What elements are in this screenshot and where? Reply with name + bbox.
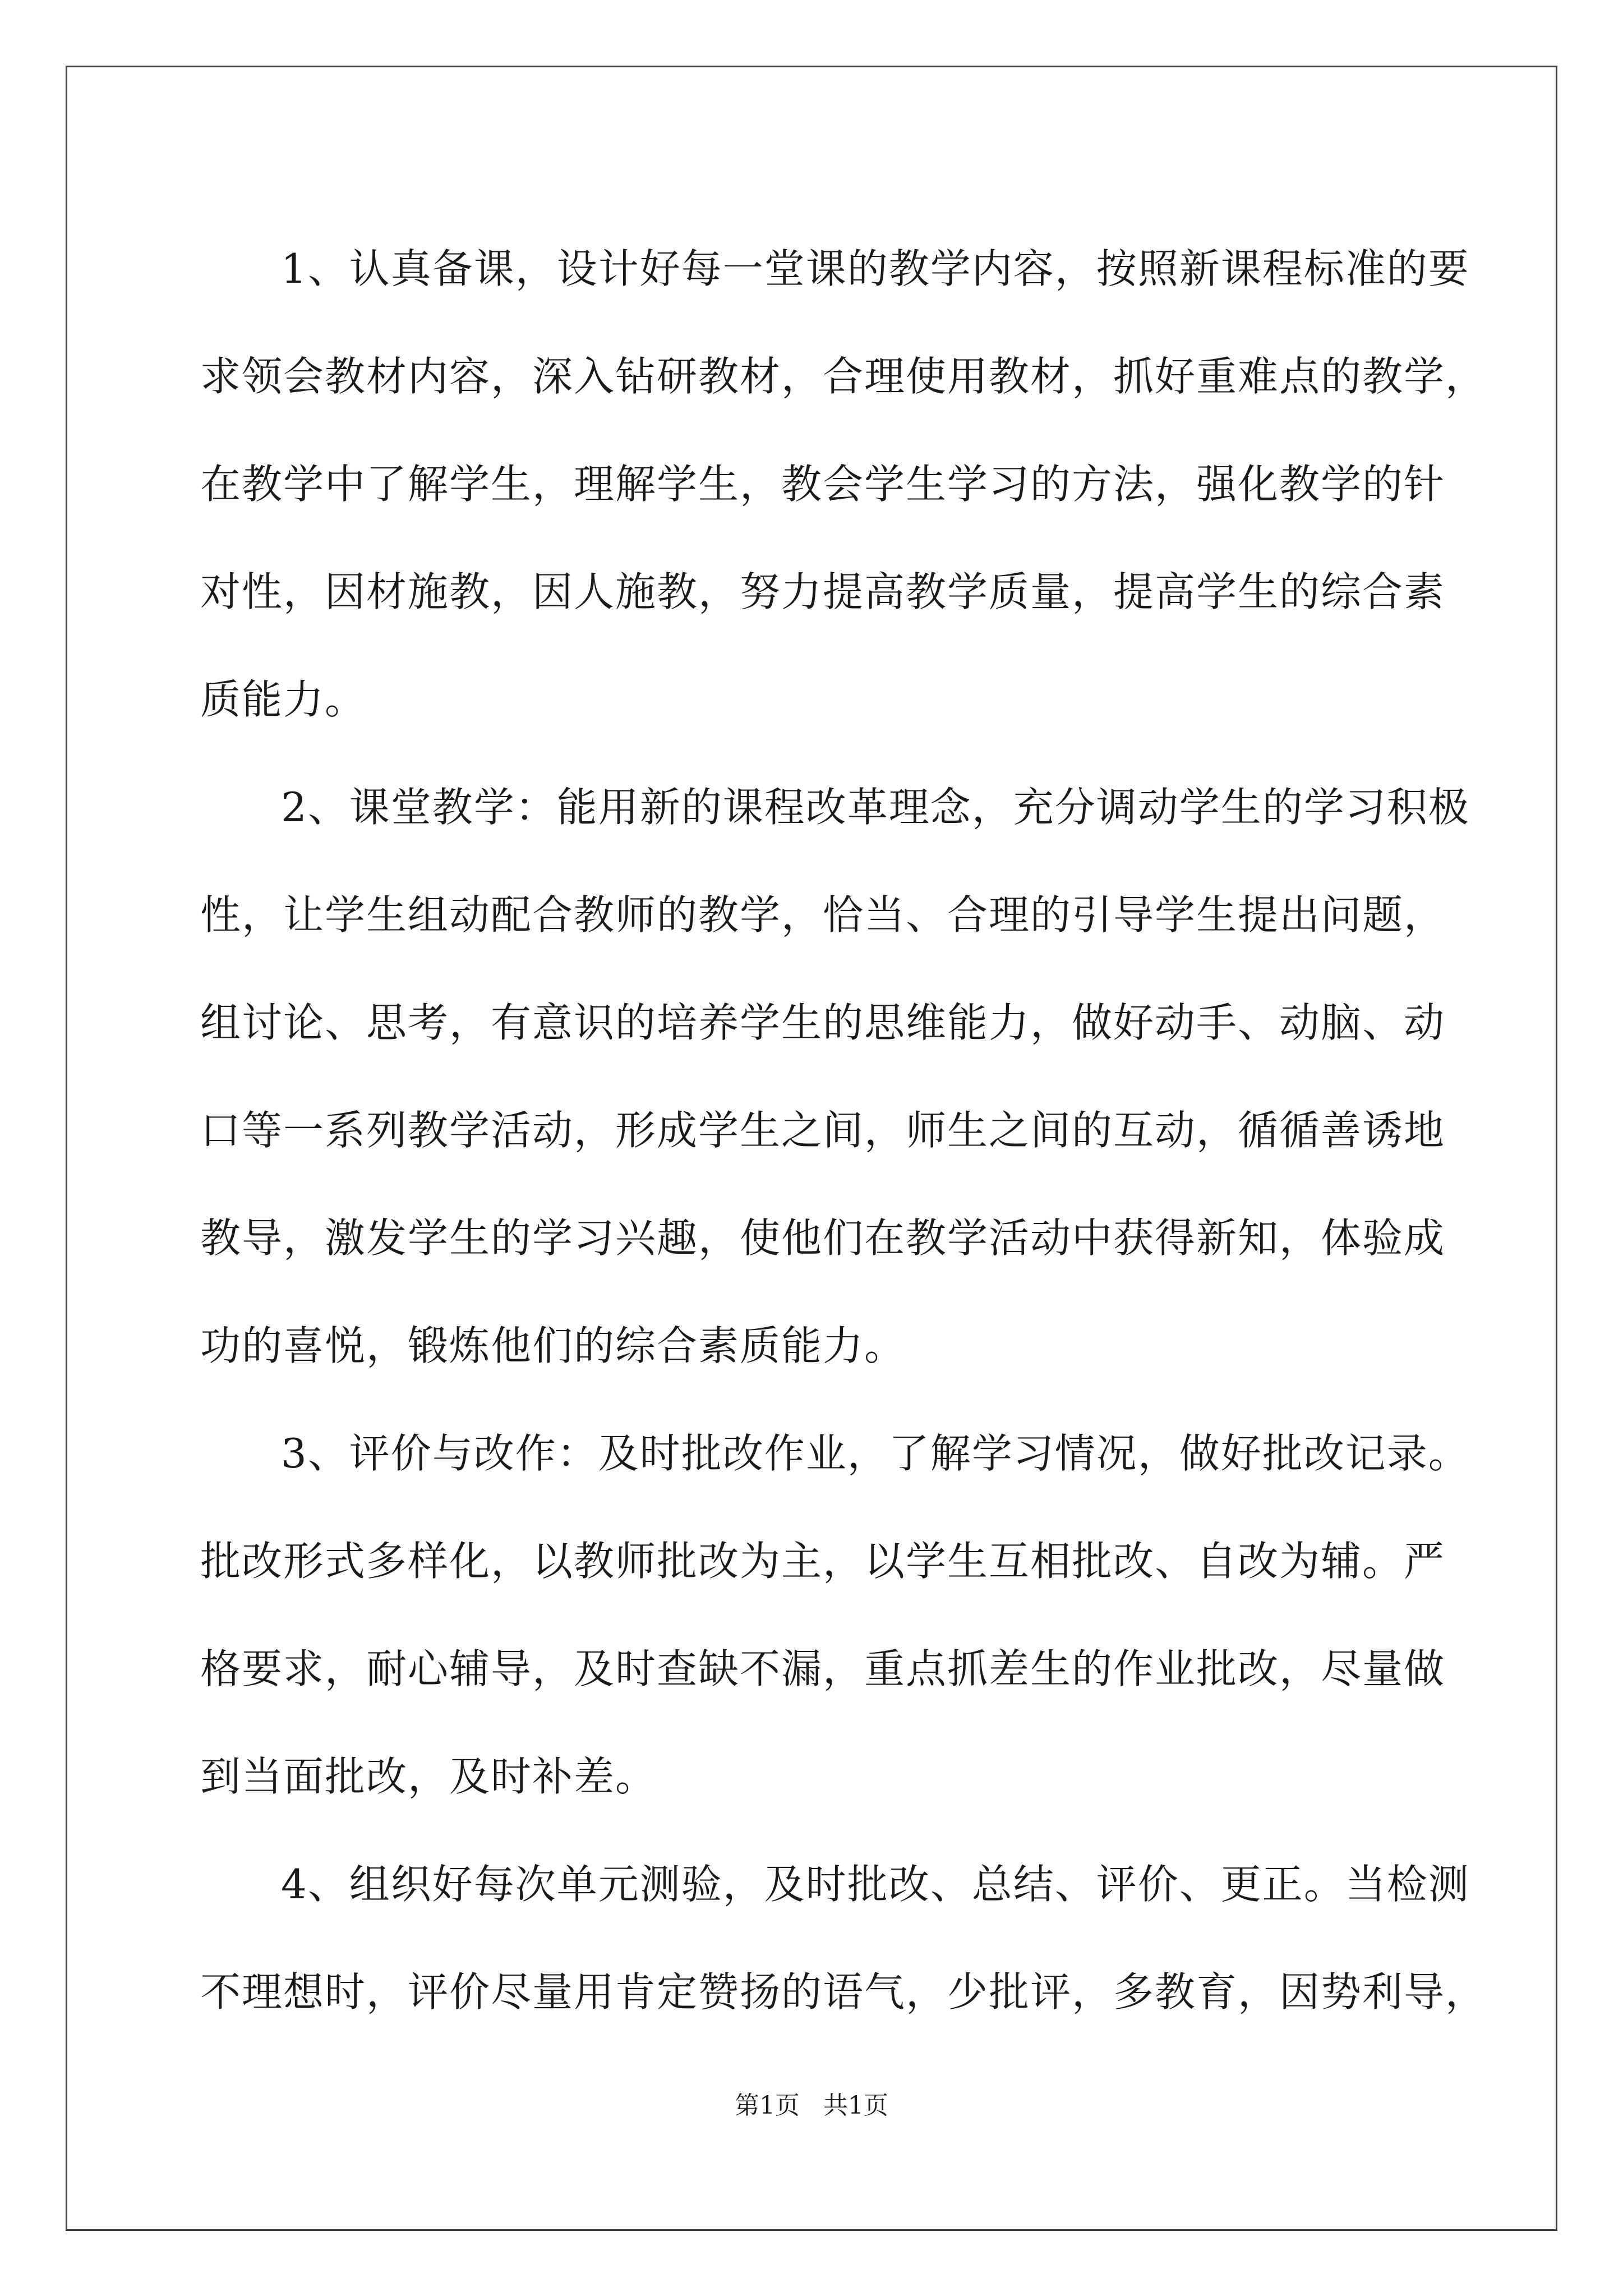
text-line: 到当面批改，及时补差。 <box>200 1753 657 1800</box>
text-line: 1、认真备课，设计好每一堂课的教学内容，按照新课程标准的要 <box>281 245 1470 292</box>
text-line: 对性，因材施教，因人施教，努力提高教学质量，提高学生的综合素 <box>200 568 1446 615</box>
text-line: 不理想时，评价尽量用肯定赞扬的语气，少批评，多教育，因势利导， <box>200 1968 1487 2016</box>
total-pages: 共1页 <box>823 2091 888 2120</box>
paragraph-1 <box>200 215 1487 753</box>
paragraph-3 <box>200 1400 1470 1830</box>
paragraph-4 <box>200 1830 1487 2046</box>
paragraph-2 <box>200 753 1470 1400</box>
document-body <box>200 215 1487 2046</box>
text-line: 批改形式多样化，以教师批改为主，以学生互相批改、自改为辅。严 <box>200 1538 1446 1585</box>
text-line: 功的喜悦，锻炼他们的综合素质能力。 <box>200 1322 906 1369</box>
text-line: 组讨论、思考，有意识的培养学生的思维能力，做好动手、动脑、动 <box>200 999 1446 1046</box>
text-line: 在教学中了解学生，理解学生，教会学生学习的方法，强化教学的针 <box>200 461 1446 508</box>
text-line: 格要求，耐心辅导，及时查缺不漏，重点抓差生的作业批改，尽量做 <box>200 1645 1446 1692</box>
text-line: 教导，激发学生的学习兴趣，使他们在教学活动中获得新知，体验成 <box>200 1214 1446 1262</box>
page-footer <box>0 2085 1623 2121</box>
text-line: 求领会教材内容，深入钻研教材，合理使用教材，抓好重难点的教学， <box>200 353 1487 400</box>
page-number: 第1页 <box>735 2091 800 2120</box>
text-line: 性，让学生组动配合教师的教学，恰当、合理的引导学生提出问题， <box>200 891 1446 938</box>
text-line: 2、课堂教学：能用新的课程改革理念，充分调动学生的学习积极 <box>281 784 1470 831</box>
text-line: 质能力。 <box>200 676 367 723</box>
text-line: 口等一系列教学活动，形成学生之间，师生之间的互动，循循善诱地 <box>200 1107 1446 1154</box>
text-line: 3、评价与改作：及时批改作业，了解学习情况，做好批改记录。 <box>281 1430 1470 1477</box>
text-line: 4、组织好每次单元测验，及时批改、总结、评价、更正。当检测 <box>281 1861 1470 1908</box>
